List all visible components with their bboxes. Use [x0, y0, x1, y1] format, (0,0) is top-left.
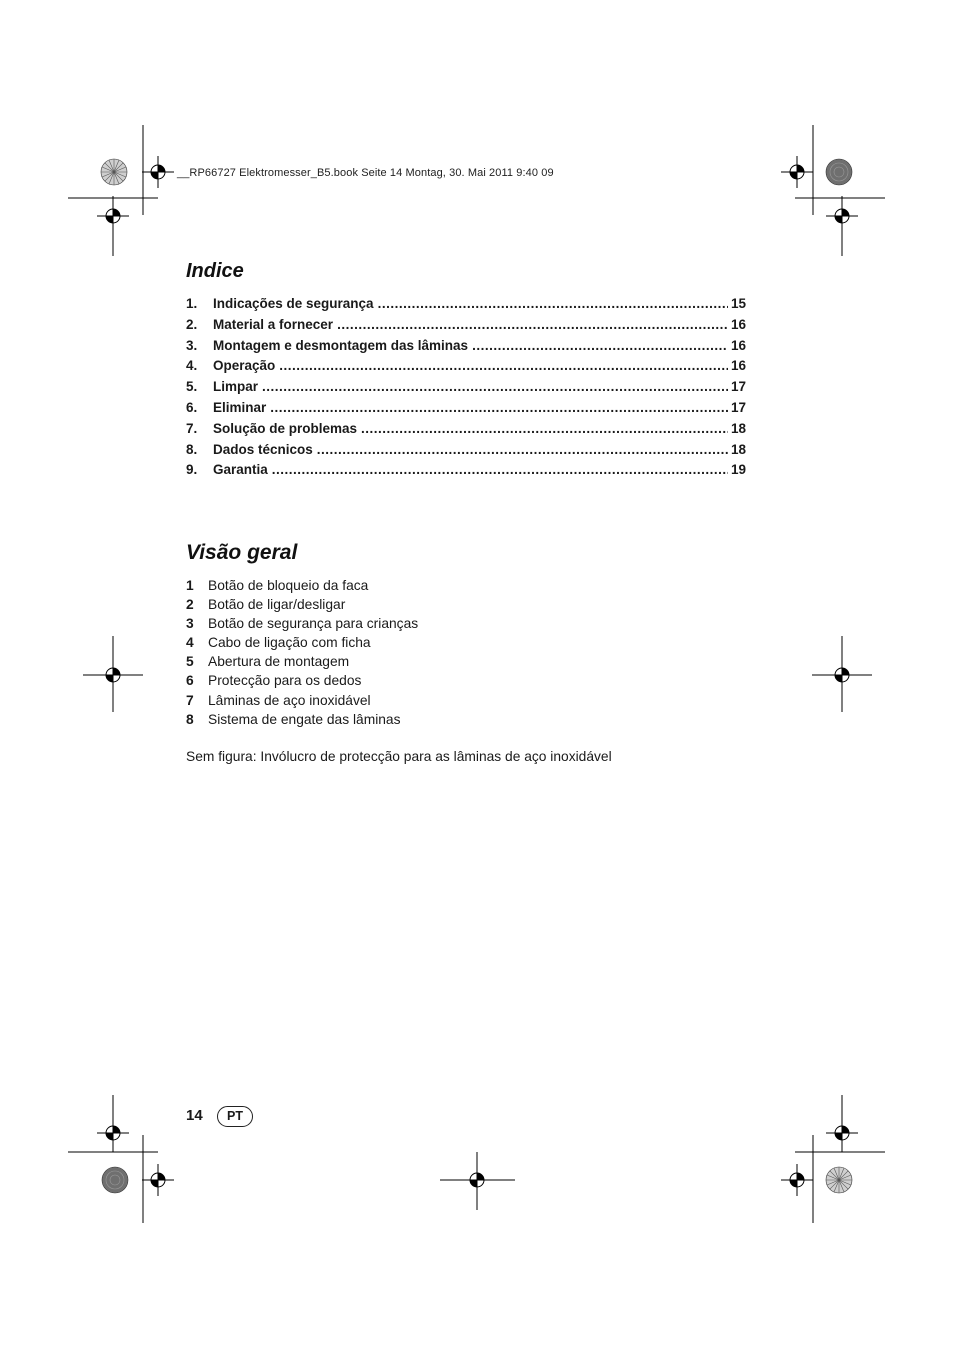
overview-item	[186, 712, 418, 731]
toc-leader-dots	[272, 462, 728, 477]
toc-entry	[186, 462, 746, 483]
toc-entry-page: 19	[730, 462, 746, 478]
toc-entry	[186, 338, 746, 359]
toc-leader-dots	[361, 421, 728, 436]
toc-leader-dots	[337, 317, 728, 332]
toc-entry-page: 15	[730, 296, 746, 311]
toc-entry-label: Operação	[213, 358, 276, 374]
toc-entry-number: 6.	[186, 399, 198, 415]
toc-entry	[186, 358, 746, 379]
toc-entry-page: 18	[730, 420, 746, 436]
toc-entry	[186, 317, 746, 338]
toc-entry-label: Indicações de segurança	[213, 296, 374, 311]
color-disc	[826, 1167, 852, 1193]
toc-entry-label: Eliminar	[213, 399, 267, 415]
overview-note: Sem figura: Invólucro de protecção para as lâminas de aço inoxidável	[186, 749, 612, 764]
toc-leader-dots	[472, 338, 728, 353]
overview-item-label: Cabo de ligação com ficha	[208, 635, 371, 651]
overview-item-label: Abertura de montagem	[208, 654, 350, 670]
overview-item-label: Botão de bloqueio da faca	[208, 578, 369, 593]
registration-mark	[781, 156, 813, 188]
overview-item-label: Protecção para os dedos	[208, 673, 362, 689]
page-number: 14	[186, 1107, 203, 1124]
toc-entry-number: 1.	[186, 296, 198, 311]
toc-entry-label: Garantia	[213, 462, 268, 478]
color-disc	[826, 159, 852, 185]
registration-mark	[781, 1164, 813, 1196]
toc-entry-number: 5.	[186, 379, 198, 395]
overview-item-label: Botão de segurança para crianças	[208, 616, 419, 632]
toc-entry-number: 8.	[186, 441, 198, 457]
toc-entry-label: Solução de problemas	[213, 420, 358, 436]
toc-leader-dots	[262, 379, 728, 394]
overview-item	[186, 654, 418, 673]
toc-leader-dots	[378, 296, 728, 311]
toc-entry	[186, 379, 746, 400]
registration-mark	[142, 156, 174, 188]
toc-leader-dots	[279, 358, 728, 373]
toc-entry-number: 2.	[186, 316, 198, 332]
toc-entry-number: 7.	[186, 420, 198, 436]
toc-entry	[186, 296, 746, 317]
toc-entry-page: 16	[730, 337, 746, 353]
overview-item-label: Sistema de engate das lâminas	[208, 711, 401, 727]
overview-item-number: 2	[186, 597, 194, 613]
toc-entry-label: Dados técnicos	[213, 441, 313, 457]
overview-item	[186, 578, 418, 597]
overview-item-number: 4	[186, 635, 194, 651]
overview-item-number: 5	[186, 654, 194, 670]
toc-leader-dots	[270, 400, 728, 415]
overview-item	[186, 693, 418, 712]
language-badge: PT	[217, 1106, 253, 1127]
toc-entry-number: 4.	[186, 358, 198, 374]
toc-entry-page: 17	[730, 399, 746, 415]
overview-item-number: 6	[186, 673, 194, 689]
toc-entry-page: 18	[730, 441, 746, 457]
toc-title: Indice	[186, 260, 244, 282]
toc-entry-page: 16	[730, 316, 746, 332]
overview-item-label: Lâminas de aço inoxidável	[208, 692, 371, 708]
toc-entry-label: Montagem e desmontagem das lâminas	[213, 337, 469, 353]
overview-item	[186, 597, 418, 616]
overview-item-number: 3	[186, 616, 194, 632]
overview-title: Visão geral	[186, 541, 298, 564]
print-file-info: __RP66727 Elektromesser_B5.book Seite 14 Montag, 30. Mai 2011 9:40 09	[177, 167, 554, 179]
overview-item	[186, 673, 418, 692]
table-of-contents	[186, 296, 746, 483]
overview-item-number: 7	[186, 692, 194, 708]
toc-entry-label: Material a fornecer	[213, 316, 334, 332]
color-disc	[101, 159, 127, 185]
overview-item	[186, 616, 418, 635]
overview-item	[186, 635, 418, 654]
toc-entry	[186, 421, 746, 442]
overview-item-number: 1	[186, 578, 194, 593]
toc-leader-dots	[317, 442, 728, 457]
toc-entry-number: 3.	[186, 337, 198, 353]
overview-item-label: Botão de ligar/desligar	[208, 597, 346, 613]
toc-entry-label: Limpar	[213, 379, 259, 395]
color-disc	[102, 1167, 128, 1193]
toc-entry-page: 17	[730, 379, 746, 395]
overview-item-number: 8	[186, 711, 194, 727]
toc-entry	[186, 400, 746, 421]
toc-entry-number: 9.	[186, 462, 198, 478]
toc-entry	[186, 442, 746, 463]
toc-entry-page: 16	[730, 358, 746, 374]
registration-mark	[142, 1164, 174, 1196]
overview-list	[186, 578, 418, 731]
